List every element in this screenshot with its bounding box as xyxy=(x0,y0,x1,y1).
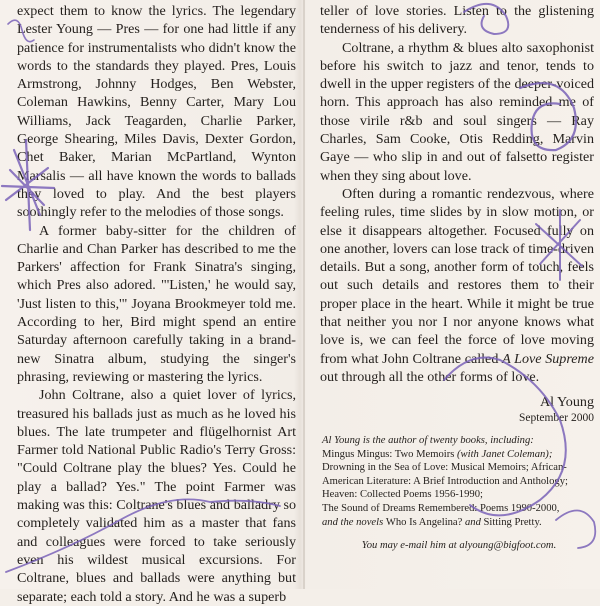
author-bio xyxy=(322,434,596,553)
album-title: A Love Supreme xyxy=(502,350,594,367)
bio-book-mingus xyxy=(322,448,596,462)
bio-email-line: You may e-mail him at alyoung@bigfoot.com. xyxy=(361,540,557,552)
bio-novel-angelina: Who Is Angelina? xyxy=(385,516,465,528)
bio-novels xyxy=(322,516,596,530)
right-paragraph-1: teller of love stories. Listen to the glistening tenderness of his delivery. xyxy=(320,3,594,38)
bio-novels-intro: and the novels xyxy=(322,516,386,528)
bio-novel-sitting-pretty: Sitting Pretty. xyxy=(483,516,542,528)
right-paragraph-2: Coltrane, a rhythm & blues alto saxophonist before his switch to jazz and tenor, tends to dwell in the upper registers of the deeper-voiced horn. This approach has also reminded me of those virile r&b and soul singers — Ray Charles, Sam Cooke, Otis Redding, Marvin Gaye — who slip in and out of falsetto register when they sing about love. xyxy=(320,39,594,184)
bio-book-drowning: Drowning in the Sea of Love: Musical Memoirs; African-American Literature: A Brief Introduction and Anthology; xyxy=(322,462,568,487)
author-signature: Al Young xyxy=(539,394,594,411)
left-column xyxy=(17,2,296,606)
bio-intro: Al Young is the author of twenty books, including: xyxy=(322,435,534,446)
signature-date: September 2000 xyxy=(518,412,594,425)
page-fold xyxy=(303,0,305,589)
left-paragraph-1: expect them to know the lyrics. The legendary Lester Young — Pres — for one had little if any patience for instrumentalists who didn't know the words to the standards they played. Pres, Louis Armstrong, Johnny Hodges, Ben Webster, Coleman Hawkins, Benny Carter, Mary Lou Williams, Jack Teagarden, Charlie Parker, George Shearing, Miles Davis, Dexter Gordon, Chet Baker, Marian McPartland, Wynton Marsalis — all have known the words to ballads they loved to play. And the best players soothingly refer to the melodies of those songs. xyxy=(17,3,296,221)
bio-book-heaven: Heaven: Collected Poems 1956-1990; xyxy=(322,489,483,501)
bio-book-sound-of-dreams: The Sound of Dreams Remembered: Poems 1990-2000, xyxy=(322,502,560,514)
right-column xyxy=(320,2,594,425)
right-paragraph-3 xyxy=(320,185,594,386)
right-paragraph-3-text: Often during a romantic rendezvous, where feeling rules, time slides by in slow motion, or else it disappears altogether. Focused fully on one another, lovers can lose track of time-driven details. But a song, another form of touch, feels out such details and restores them to their proper place in the heart. While it might be true that neither you nor I nor anyone knows what love is, we can feel the force of love moving from what John Coltrane called xyxy=(320,185,594,367)
bio-book-mingus-title: Mingus Mingus: Two Memoirs xyxy=(322,448,458,460)
left-paragraph-3: John Coltrane, also a quiet lover of lyrics, treasured his ballads just as much as he loved his blues. The late trumpeter and flügelhornist Art Farmer told National Public Radio's Terry Gross: "Could Coltrane play the blues? Yes. Could he play a ballad? Yes." The point Farmer was making was this: Coltrane's blues and balladry so completely validated him as a master that fans and colleagues were forced to take seriously even his wildest musical excursions. For Coltrane, blues and ballads were anything but separate; each told a story. And he was a superb xyxy=(17,387,296,605)
bio-novels-and: and xyxy=(464,516,484,528)
left-paragraph-2: A former baby-sitter for the children of Charlie and Chan Parker has described to me the Parkers' affection for Frank Sinatra's singing, which Pres also adored. "'Listen,' he would say, 'Just listen to this,'" Joyana Brookmeyer told me. According to her, Bird might spend an entire Saturday afternoon carefully taking in a brand-new Sinatra album, studying the singer's phrasing, reviewing or mastering the lyrics. xyxy=(17,222,296,385)
bio-book-mingus-coauthor: (with Janet Coleman); xyxy=(457,448,553,460)
right-paragraph-3-tail: out through all the other forms of love. xyxy=(320,368,540,385)
